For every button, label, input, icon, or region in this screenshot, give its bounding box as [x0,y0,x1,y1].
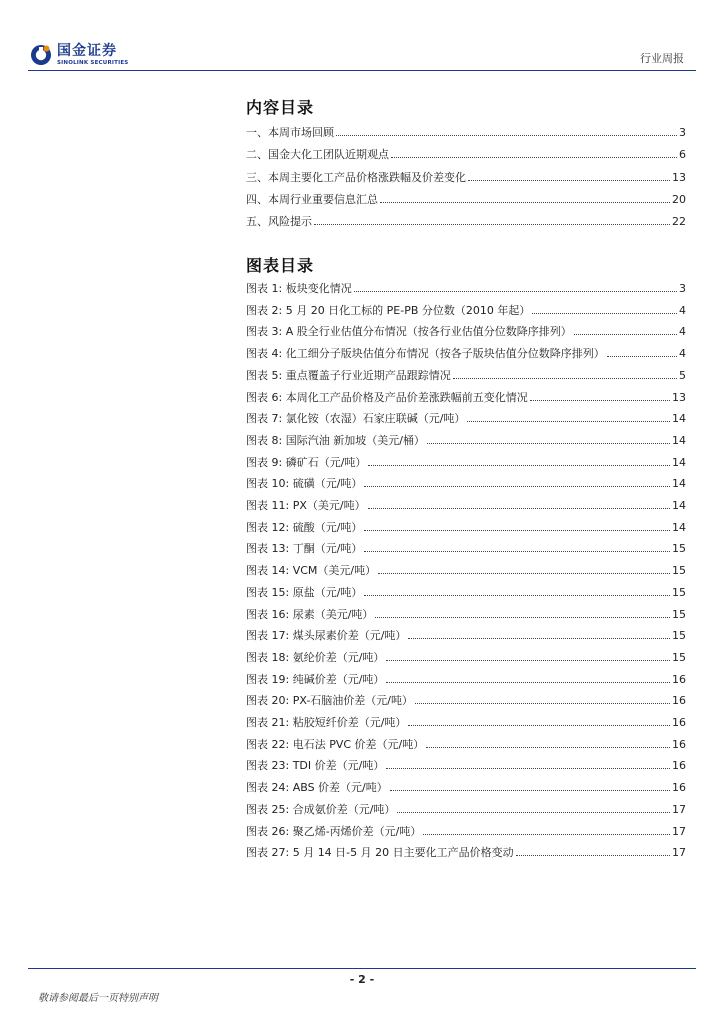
dot-leader [426,737,670,748]
contents-title: 内容目录 [246,98,315,117]
figures-entry-label: 图表 8: 国际汽油 新加坡（美元/桶） [246,433,425,447]
figures-entry-label: 图表 5: 重点覆盖子行业近期产品跟踪情况 [246,368,451,382]
dot-leader [378,563,670,574]
footer-divider [28,968,696,969]
figures-entry-page: 4 [679,325,686,339]
contents-entry[interactable] [246,169,686,189]
figures-entry-page: 16 [672,737,686,751]
report-type-label: 行业周报 [640,52,684,65]
figures-entry-label: 图表 9: 磷矿石（元/吨） [246,455,367,469]
dot-leader [467,411,670,422]
contents-entry-label: 二、国金大化工团队近期观点 [246,148,389,162]
figures-entry-page: 5 [679,368,686,382]
dot-leader [530,390,670,401]
figures-entry-page: 16 [672,759,686,773]
contents-entry-label: 四、本周行业重要信息汇总 [246,192,378,206]
contents-entry-label: 五、风险提示 [246,215,312,229]
dot-leader [516,845,670,856]
figures-entry-label: 图表 24: ABS 价差（元/吨） [246,781,388,795]
dot-leader [364,476,670,487]
dot-leader [354,281,677,292]
figures-entry-page: 14 [672,520,686,534]
figures-entry[interactable] [246,714,686,734]
figures-entry-label: 图表 22: 电石法 PVC 价差（元/吨） [246,737,425,751]
dot-leader [468,170,670,181]
dot-leader [386,758,670,769]
figures-entry-label: 图表 14: VCM（美元/吨） [246,564,377,578]
figures-entry-page: 4 [679,347,686,361]
figures-entry[interactable] [246,454,686,474]
dot-leader [375,607,670,618]
header-divider [28,70,696,71]
figures-entry-page: 14 [672,477,686,491]
disclaimer-note: 敬请参阅最后一页特别声明 [38,993,158,1004]
figures-entry[interactable] [246,389,686,409]
figures-entry[interactable] [246,367,686,387]
figures-entry-label: 图表 21: 粘胶短纤价差（元/吨） [246,716,407,729]
figures-entry-page: 17 [672,824,686,838]
figures-entry-label: 图表 12: 硫酸（元/吨） [246,520,363,534]
figures-entry-page: 14 [672,455,686,469]
figures-entry-label: 图表 17: 煤头尿素价差（元/吨） [246,629,407,643]
figures-entry[interactable] [246,779,686,799]
figures-entry-page: 4 [679,303,686,317]
figures-entry-page: 15 [672,564,686,578]
figures-entry[interactable] [246,757,686,777]
figures-entry-label: 图表 1: 板块变化情况 [246,282,352,295]
figures-entry-label: 图表 10: 硫磺（元/吨） [246,477,363,491]
dot-leader [390,780,670,791]
dot-leader [368,455,670,466]
figures-entry-label: 图表 25: 合成氨价差（元/吨） [246,802,396,816]
contents-entry-page: 13 [672,170,686,184]
logo-english-name: SINOLINK SECURITIES [57,60,129,66]
dot-leader [314,214,670,225]
figures-entry-label: 图表 4: 化工细分子版块估值分布情况（按各子版块估值分位数降序排列） [246,347,605,361]
figures-entry-label: 图表 23: TDI 价差（元/吨） [246,759,385,773]
figures-entry-label: 图表 26: 聚乙烯-丙烯价差（元/吨） [246,824,422,838]
contents-entry-page: 22 [672,215,686,229]
figures-entry[interactable] [246,519,686,539]
figures-entry-page: 16 [672,716,686,729]
figures-entry-page: 15 [672,650,686,664]
dot-leader [391,147,677,158]
figures-entry-page: 14 [672,499,686,512]
figures-entry-page: 16 [672,694,686,708]
page-number: - 2 - [349,973,375,986]
figures-entry[interactable] [246,432,686,452]
figures-entry[interactable] [246,606,686,626]
figures-entry-label: 图表 20: PX-石脑油价差（元/吨） [246,694,413,708]
figures-entry-page: 13 [672,390,686,404]
contents-entry-page: 20 [672,192,686,206]
figures-entry-page: 17 [672,846,686,860]
figures-entry-page: 17 [672,802,686,816]
dot-leader [364,585,670,596]
contents-entry[interactable] [246,213,686,233]
figures-entry[interactable] [246,584,686,604]
figures-entry[interactable] [246,736,686,756]
dot-leader [427,433,670,444]
logo-chinese-name: 国金证券 [57,43,117,59]
figures-entry-label: 图表 6: 本周化工产品价格及产品价差涨跌幅前五变化情况 [246,390,528,404]
figures-entry-label: 图表 11: PX（美元/吨） [246,499,366,512]
dot-leader [336,125,677,136]
figures-entry-label: 图表 3: A 股全行业估值分布情况（按各行业估值分位数降序排列） [246,325,572,339]
figures-entry-page: 15 [672,585,686,599]
figures-entry[interactable] [246,844,686,864]
contents-entry-label: 一、本周市场回顾 [246,126,334,139]
figures-entry[interactable] [246,671,686,691]
figures-entry[interactable] [246,280,686,300]
figures-entry[interactable] [246,475,686,495]
dot-leader [386,650,670,661]
dot-leader [532,303,677,314]
dot-leader [397,802,670,813]
figures-entry-label: 图表 7: 氯化铵（农湿）石家庄联碱（元/吨） [246,412,466,426]
contents-entry-page: 3 [679,126,686,139]
figures-entry[interactable] [246,540,686,560]
figures-entry[interactable] [246,649,686,669]
figures-entry-label: 图表 19: 纯碱价差（元/吨） [246,672,385,686]
figures-entry[interactable] [246,410,686,430]
dot-leader [364,520,670,531]
contents-entry-page: 6 [679,148,686,162]
dot-leader [415,693,670,704]
figures-entry-label: 图表 16: 尿素（美元/吨） [246,607,374,621]
contents-entry[interactable] [246,146,686,166]
figures-entry[interactable] [246,345,686,365]
figures-entry-label: 图表 2: 5 月 20 日化工标的 PE-PB 分位数（2010 年起） [246,303,531,317]
dot-leader [368,498,670,509]
figures-entry[interactable] [246,627,686,647]
dot-leader [574,324,677,335]
contents-entry[interactable] [246,124,686,144]
figures-entry[interactable] [246,562,686,582]
figures-entry-page: 3 [679,282,686,295]
dot-leader [408,715,670,726]
figures-entry-page: 14 [672,433,686,447]
dot-leader [386,672,670,683]
logo-mark-icon [30,44,52,66]
contents-entry[interactable] [246,191,686,211]
figures-entry[interactable] [246,302,686,322]
figures-entry-page: 16 [672,781,686,795]
dot-leader [423,824,670,835]
figures-entry-label: 图表 27: 5 月 14 日-5 月 20 日主要化工产品价格变动 [246,846,514,860]
figures-entry-page: 16 [672,672,686,686]
dot-leader [453,368,677,379]
brand-logo [30,40,128,70]
figures-title: 图表目录 [246,256,315,275]
dot-leader [607,346,677,357]
dot-leader [364,541,670,552]
figures-entry-label: 图表 18: 氨纶价差（元/吨） [246,650,385,664]
dot-leader [408,628,670,639]
figures-entry-label: 图表 13: 丁酮（元/吨） [246,542,363,556]
figures-entry[interactable] [246,823,686,843]
dot-leader [380,192,670,203]
figures-entry-label: 图表 15: 原盐（元/吨） [246,585,363,599]
figures-entry[interactable] [246,801,686,821]
figures-entry-page: 15 [672,542,686,556]
figures-entry-page: 15 [672,607,686,621]
figures-entry-page: 14 [672,412,686,426]
figures-entry[interactable] [246,497,686,517]
contents-entry-label: 三、本周主要化工产品价格涨跌幅及价差变化 [246,170,466,184]
figures-entry[interactable] [246,323,686,343]
figures-entry[interactable] [246,692,686,712]
figures-entry-page: 15 [672,629,686,643]
